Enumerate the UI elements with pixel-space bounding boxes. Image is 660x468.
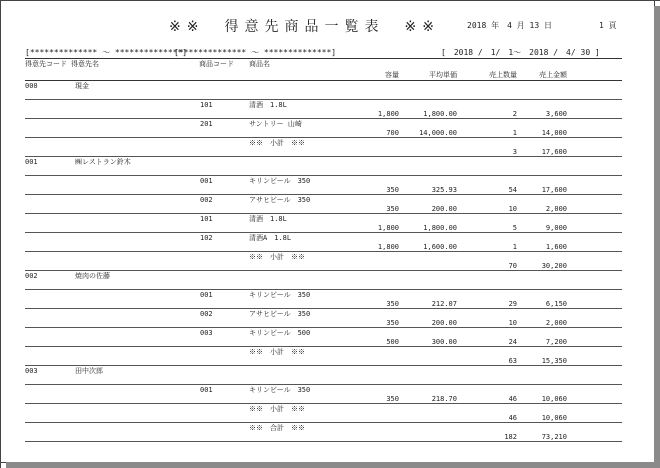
sales-amount-value: 6,150: [545, 300, 567, 308]
sales-qty-value: 24: [508, 338, 517, 346]
row-rule: [25, 99, 622, 100]
product-code: 002: [200, 196, 213, 204]
row-rule: [25, 403, 622, 404]
sales-qty-value: 10: [508, 205, 517, 213]
row-rule: [25, 441, 622, 442]
sales-qty-value: 46: [508, 395, 517, 403]
subtotal-label: ※※ 小計 ※※: [249, 348, 305, 356]
capacity-value: 350: [386, 186, 399, 194]
capacity-value: 700: [386, 129, 399, 137]
header-rule-top: [25, 58, 622, 59]
subtotal-label: ※※ 小計 ※※: [249, 253, 305, 261]
product-name: サントリー 山崎: [249, 120, 302, 128]
customer-code: 001: [25, 158, 38, 166]
row-rule: [25, 289, 622, 290]
product-name: 清酒 1.8L: [249, 101, 287, 109]
capacity-value: 350: [386, 205, 399, 213]
customer-name: 現金: [75, 82, 89, 90]
product-name: アサヒビール 350: [249, 310, 311, 318]
total-amount: 73,210: [541, 433, 567, 441]
product-name: アサヒビール 350: [249, 196, 311, 204]
subtotal-qty: 63: [508, 357, 517, 365]
capacity-value: 350: [386, 319, 399, 327]
header-sales-amount: 売上金額: [539, 71, 567, 79]
product-code: 101: [200, 215, 213, 223]
product-code: 001: [200, 386, 213, 394]
sales-amount-value: 3,600: [545, 110, 567, 118]
subtotal-amount: 30,200: [541, 262, 567, 270]
total-label: ※※ 合計 ※※: [249, 424, 305, 432]
avg-price-value: 14,000.00: [419, 129, 457, 137]
sales-qty-value: 1: [512, 243, 517, 251]
row-rule: [25, 156, 622, 157]
print-date: 2018 年 4 月 13 日: [467, 21, 552, 30]
capacity-value: 1,800: [377, 243, 399, 251]
sales-amount-value: 17,600: [541, 186, 567, 194]
customer-name: 田中次郎: [75, 367, 103, 375]
customer-code: 002: [25, 272, 38, 280]
subtotal-label: ※※ 小計 ※※: [249, 139, 305, 147]
row-rule: [25, 308, 622, 309]
header-customer-name: 得意先名: [71, 60, 99, 68]
sales-amount-value: 9,000: [545, 224, 567, 232]
sales-qty-value: 5: [512, 224, 517, 232]
avg-price-value: 200.00: [431, 319, 457, 327]
row-rule: [25, 232, 622, 233]
date-range: [ 2018 / 1/ 1～ 2018 / 4/ 30 ]: [441, 48, 600, 57]
row-rule: [25, 422, 622, 423]
capacity-value: 1,800: [377, 110, 399, 118]
row-rule: [25, 194, 622, 195]
customer-name: ㈱レストラン鈴木: [75, 158, 131, 166]
avg-price-value: 212.07: [431, 300, 457, 308]
header-product-code: 商品コード: [199, 60, 234, 68]
header-customer-code: 得意先コード: [25, 60, 67, 68]
capacity-value: 500: [386, 338, 399, 346]
product-code: 003: [200, 329, 213, 337]
sales-qty-value: 2: [512, 110, 517, 118]
subtotal-qty: 46: [508, 414, 517, 422]
row-rule: [25, 213, 622, 214]
sales-amount-value: 7,200: [545, 338, 567, 346]
capacity-value: 1,800: [377, 224, 399, 232]
page-shadow-bottom: [6, 462, 660, 468]
product-name: 清酒A 1.8L: [249, 234, 292, 242]
avg-price-value: 1,800.00: [423, 224, 457, 232]
header-avg-price: 平均単価: [429, 71, 457, 79]
sales-amount-value: 10,060: [541, 395, 567, 403]
page-number: 1 頁: [599, 21, 617, 30]
sales-qty-value: 10: [508, 319, 517, 327]
customer-range: [************** ～ **************]: [25, 48, 188, 57]
report-title: ※※ 得意先商品一覧表 ※※: [169, 19, 440, 35]
sales-amount-value: 2,000: [545, 205, 567, 213]
sales-qty-value: 54: [508, 186, 517, 194]
row-rule: [25, 270, 622, 271]
product-code: 102: [200, 234, 213, 242]
row-rule: [25, 175, 622, 176]
product-name: キリンビール 500: [249, 329, 311, 337]
product-name: 清酒 1.8L: [249, 215, 287, 223]
sales-amount-value: 2,000: [545, 319, 567, 327]
header-sales-qty: 売上数量: [489, 71, 517, 79]
subtotal-amount: 15,350: [541, 357, 567, 365]
avg-price-value: 325.93: [431, 186, 457, 194]
product-name: キリンビール 350: [249, 386, 311, 394]
subtotal-amount: 10,060: [541, 414, 567, 422]
product-range: [************** ～ **************]: [174, 48, 337, 57]
capacity-value: 350: [386, 300, 399, 308]
row-rule: [25, 384, 622, 385]
row-rule: [25, 346, 622, 347]
capacity-value: 350: [386, 395, 399, 403]
product-code: 002: [200, 310, 213, 318]
header-product-name: 商品名: [249, 60, 270, 68]
sales-amount-value: 1,600: [545, 243, 567, 251]
customer-code: 003: [25, 367, 38, 375]
customer-name: 焼肉の佐藤: [75, 272, 110, 280]
sales-amount-value: 14,000: [541, 129, 567, 137]
header-capacity: 容量: [385, 71, 399, 79]
avg-price-value: 1,800.00: [423, 110, 457, 118]
row-rule: [25, 118, 622, 119]
product-code: 101: [200, 101, 213, 109]
product-code: 201: [200, 120, 213, 128]
product-code: 001: [200, 177, 213, 185]
avg-price-value: 200.00: [431, 205, 457, 213]
row-rule: [25, 365, 622, 366]
product-code: 001: [200, 291, 213, 299]
subtotal-qty: 70: [508, 262, 517, 270]
total-qty: 182: [504, 433, 517, 441]
row-rule: [25, 137, 622, 138]
page-shadow-right: [654, 6, 660, 468]
subtotal-label: ※※ 小計 ※※: [249, 405, 305, 413]
sales-qty-value: 1: [512, 129, 517, 137]
product-name: キリンビール 350: [249, 177, 311, 185]
customer-code: 000: [25, 82, 38, 90]
product-name: キリンビール 350: [249, 291, 311, 299]
sales-qty-value: 29: [508, 300, 517, 308]
subtotal-amount: 17,600: [541, 148, 567, 156]
avg-price-value: 218.70: [431, 395, 457, 403]
avg-price-value: 1,600.00: [423, 243, 457, 251]
subtotal-qty: 3: [512, 148, 517, 156]
row-rule: [25, 251, 622, 252]
row-rule: [25, 327, 622, 328]
avg-price-value: 300.00: [431, 338, 457, 346]
header-rule-bottom: [25, 80, 622, 81]
